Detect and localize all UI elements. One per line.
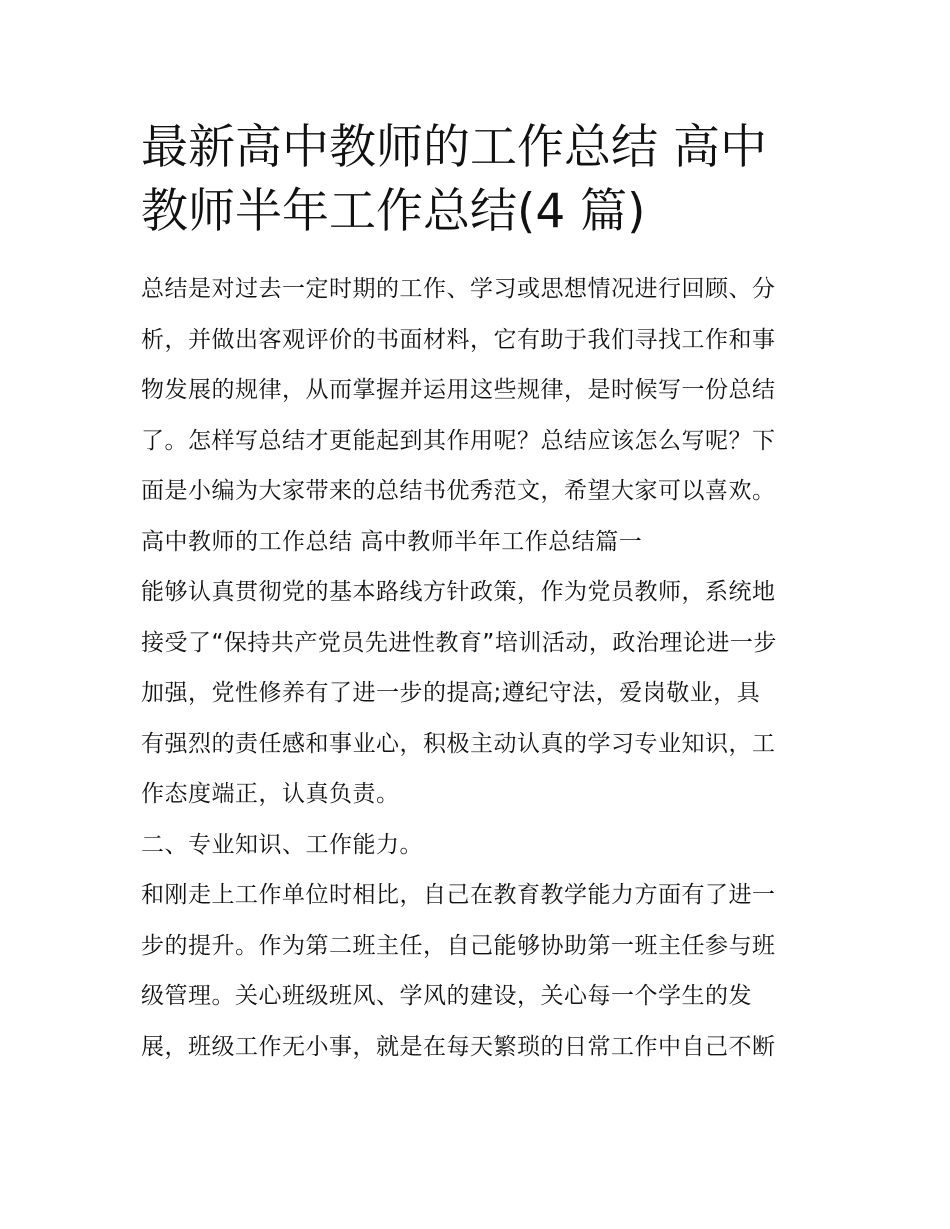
document-title xyxy=(141,116,813,244)
paragraph-line: 级管理。关心班级班风、学风的建设，关心每一个学生的发 xyxy=(141,983,752,1009)
paragraph-line: 展，班级工作无小事，就是在每天繁琐的日常工作中自己不断 xyxy=(141,1033,776,1060)
paragraph-line: 总结是对过去一定时期的工作、学习或思想情况进行回顾、分 xyxy=(141,276,776,302)
paragraph-line: 和刚走上工作单位时相比，自己在教育教学能力方面有了进一 xyxy=(141,882,776,908)
body-paragraph-2 xyxy=(141,870,813,1072)
paragraph-line: 步的提升。作为第二班主任，自己能够协助第一班主任参与班 xyxy=(141,932,776,959)
paragraph-line: 能够认真贯彻党的基本路线方针政策，作为党员教师，系统地 xyxy=(141,579,776,605)
section-heading-2 xyxy=(141,820,813,871)
title-line: 最新高中教师的工作总结 高中 xyxy=(141,120,767,175)
document-content xyxy=(141,116,813,1072)
paragraph-line: 有强烈的责任感和事业心，积极主动认真的学习专业知识，工 xyxy=(141,730,776,757)
paragraph-line: 物发展的规律，从而掌握并运用这些规律，是时候写一份总结 xyxy=(141,377,776,403)
paragraph-line: 加强，党性修养有了进一步的提高;遵纪守法，爱岗敬业，具 xyxy=(141,680,761,706)
intro-paragraph xyxy=(141,264,813,517)
paragraph-line: 作态度端正，认真负责。 xyxy=(141,781,400,807)
paragraph-line: 接受了“保持共产党员先进性教育”培训活动，政治理论进一步 xyxy=(141,629,777,656)
paragraph-line: 高中教师的工作总结 高中教师半年工作总结篇一 xyxy=(141,528,643,555)
paragraph-line: 了。怎样写总结才更能起到其作用呢？总结应该怎么写呢？下 xyxy=(141,427,776,454)
body-paragraph-1 xyxy=(141,567,813,820)
paragraph-line: 面是小编为大家带来的总结书优秀范文，希望大家可以喜欢。 xyxy=(141,478,776,504)
section-heading-1 xyxy=(141,517,813,568)
paragraph-line: 二、专业知识、工作能力。 xyxy=(141,831,423,858)
title-line: 教师半年工作总结(4 篇) xyxy=(141,184,646,239)
paragraph-line: 析，并做出客观评价的书面材料，它有助于我们寻找工作和事 xyxy=(141,326,776,353)
